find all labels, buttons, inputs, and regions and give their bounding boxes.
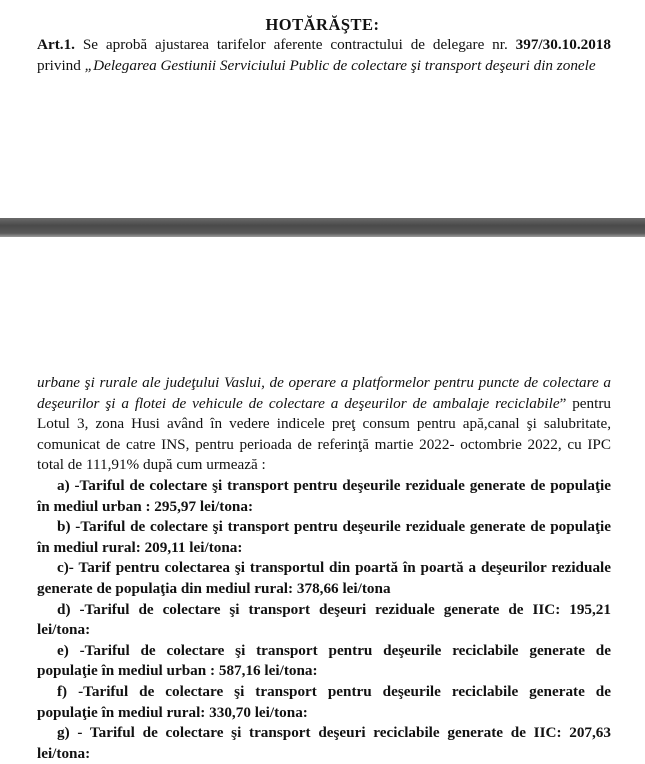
continuation-line-5: total de 111,91% după cum urmează : [37,456,266,474]
art1-label: Art.1. [37,36,75,53]
art1-line-2 [37,56,611,77]
item-b-line-2: în mediul rural: 209,11 lei/tona: [37,538,243,556]
document-page-upper [0,0,645,218]
item-e-line-2: populaţie în mediul urban : 587,16 lei/tona: [37,662,318,680]
continuation-line-1: urbane şi rurale ale judeţului Vaslui, de operare a platformelor pentru puncte de colectare a [37,374,611,391]
contract-number: 397/30.10.2018 [515,36,611,53]
continuation-line-3: Lotul 3, zona Husi având în vedere indicele preţ consum pentru apă,canal şi salubritate, [37,415,611,433]
page-divider [0,218,645,237]
art1-line-2-prefix: privind [37,56,85,74]
page-content [0,373,645,764]
item-g-line-1: g) - Tariful de colectare şi transport deşeuri reciclabile generate de IIC: 207,63 [57,724,611,742]
decision-heading: HOTĂRĂŞTE: [265,15,380,34]
item-f-line-1: f) -Tariful de colectare şi transport pentru deşeurile reciclabile generate de [57,682,611,700]
continuation-line-4: comunicat de catre INS, pentru perioada de referinţă martie 2022- octombrie 2022, cu IPC [37,435,611,453]
item-a-line-1: a) -Tariful de colectare şi transport pentru deşeurile reziduale generate de populaţie [57,476,611,494]
art1-text: Se aprobă ajustarea tarifelor aferente contractului de delegare nr. [74,36,516,53]
item-f-line-2: populaţie în mediul rural: 330,70 lei/tona: [37,703,308,721]
art1-line-2-italic: „Delegarea Gestiunii Serviciului Public de colectare şi transport deşeuri din zonele [84,56,596,74]
item-g-line-2: lei/tona: [37,744,91,762]
item-d-line-1: d) -Tariful de colectare şi transport deşeuri reziduale generate de IIC: 195,21 [57,600,611,618]
item-e-line-1: e) -Tariful de colectare şi transport pentru deşeurile reciclabile generate de [57,641,611,659]
continuation-line-2-italic: deşeurilor şi a flotei de vehicule de colectare a deşeurilor de ambalaje reciclabile [37,394,560,412]
continuation-line-2 [37,394,611,415]
continuation-line-2-rest: ” pentru [559,394,611,412]
document-page-lower [0,237,645,762]
item-c-line-2: generate de populaţia din mediul rural: 378,66 lei/tona [37,579,391,597]
art1-line-1 [37,35,611,56]
item-a-line-2: în mediul urban : 295,97 lei/tona: [37,497,254,515]
item-d-line-2: lei/tona: [37,621,91,639]
item-c-line-1: c)- Tarif pentru colectarea şi transportul din poartă în poartă a deşeurilor reziduale [57,559,611,577]
item-b-line-1: b) -Tariful de colectare şi transport pentru deşeurile reziduale generate de populaţie [57,518,611,536]
